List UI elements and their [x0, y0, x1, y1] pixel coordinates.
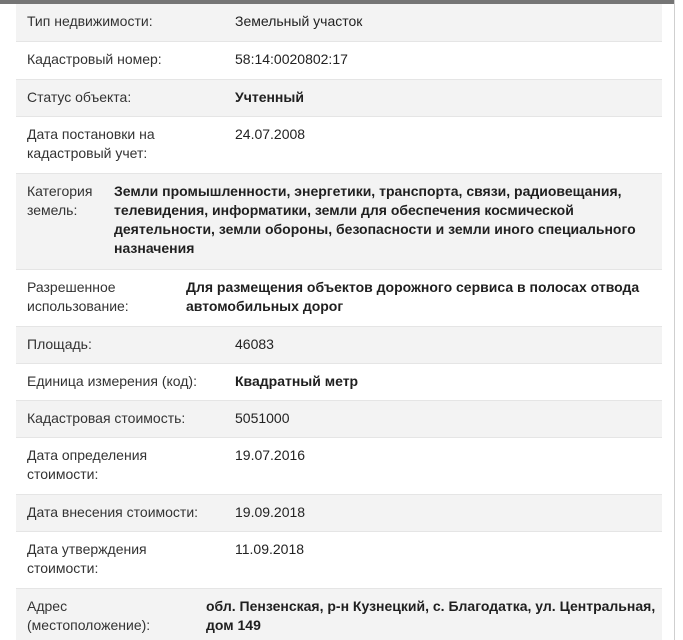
value-cadastral-value: 5051000: [235, 410, 290, 426]
scroll-edge: [674, 0, 675, 640]
label-address: Адрес (местоположение):: [27, 598, 151, 633]
row-area: [16, 327, 662, 364]
label-value-entry-date: Дата внесения стоимости:: [27, 504, 199, 520]
value-registration-date: 24.07.2008: [235, 126, 306, 142]
value-approval-date: 11.09.2018: [235, 541, 305, 557]
row-property-type: [16, 4, 662, 42]
row-object-status: [16, 80, 662, 117]
row-permitted-use: [16, 270, 662, 327]
row-land-category: [16, 174, 662, 270]
row-address: [16, 589, 662, 640]
value-cadastral-number: 58:14:0020802:17: [235, 51, 348, 67]
label-permitted-use: Разрешенное использование:: [27, 279, 129, 314]
value-area: 46083: [235, 336, 274, 352]
label-valuation-date: Дата определения стоимости:: [27, 447, 148, 482]
label-object-status: Статус объекта:: [27, 89, 132, 105]
label-cadastral-number: Кадастровый номер:: [27, 51, 162, 67]
label-cadastral-value: Кадастровая стоимость:: [27, 410, 186, 426]
row-unit: [16, 364, 662, 401]
row-registration-date: [16, 117, 662, 174]
value-permitted-use: Для размещения объектов дорожного сервиса в полосах отвода автомобильных дорог: [186, 279, 640, 314]
label-property-type: Тип недвижимости:: [27, 13, 153, 29]
row-cadastral-value: [16, 401, 662, 438]
value-object-status: Учтенный: [235, 89, 304, 105]
label-approval-date: Дата утверждения стоимости:: [27, 541, 147, 576]
row-valuation-date: [16, 438, 662, 495]
value-address: обл. Пензенская, р-н Кузнецкий, с. Благодатка, ул. Центральная, дом 149: [206, 598, 656, 633]
property-info-table: [16, 4, 662, 640]
value-property-type: Земельный участок: [235, 13, 363, 29]
row-approval-date: [16, 532, 662, 589]
label-land-category: Категория земель:: [27, 183, 93, 218]
label-registration-date: Дата постановки на кадастровый учет:: [27, 126, 155, 161]
value-land-category: Земли промышленности, энергетики, транспорта, связи, радиовещания, телевидения, информатики, земли для обеспечения космической деятельности, земли обороны, безопасности и земли иного специального назначения: [114, 183, 636, 256]
row-value-entry-date: [16, 495, 662, 532]
value-value-entry-date: 19.09.2018: [235, 504, 306, 520]
label-area: Площадь:: [27, 336, 92, 352]
row-cadastral-number: [16, 42, 662, 80]
value-unit: Квадратный метр: [235, 373, 359, 389]
label-unit: Единица измерения (код):: [27, 373, 197, 389]
value-valuation-date: 19.07.2016: [235, 447, 306, 463]
